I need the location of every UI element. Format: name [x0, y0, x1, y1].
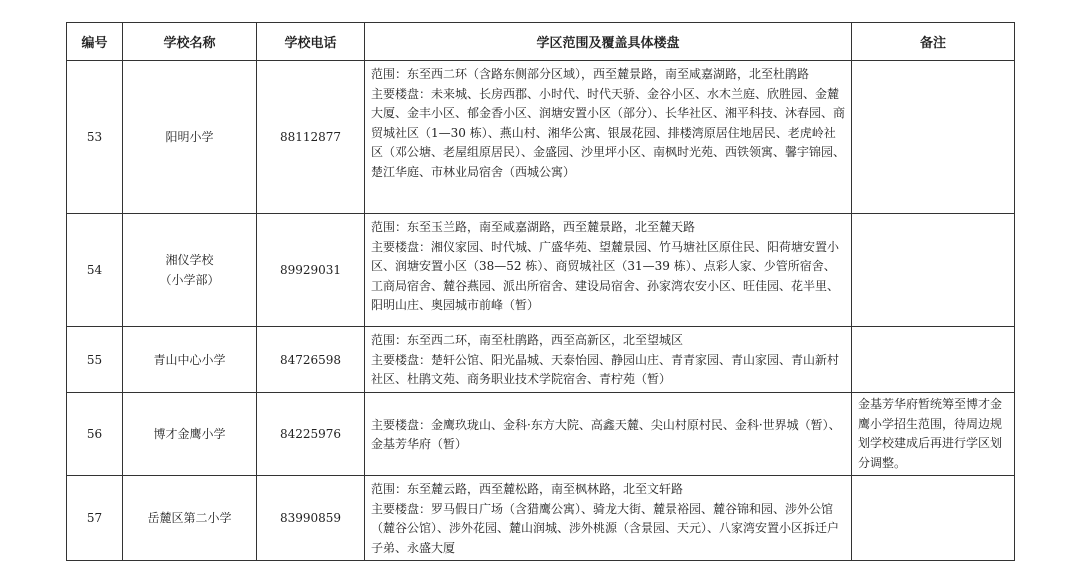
table-row	[67, 476, 1015, 561]
table-header	[67, 23, 1015, 61]
district-scope	[365, 214, 852, 327]
school-name-line: 青山中心小学	[153, 352, 226, 367]
school-phone: 88112877	[257, 61, 365, 214]
school-district-table	[66, 22, 1015, 561]
header-school-name: 学校名称	[123, 23, 257, 61]
scope-buildings: 主要楼盘：金鹰玖珑山、金科·东方大院、高鑫天麓、尖山村原村民、金科·世界城（暂）、金基芳华府（暂）	[371, 417, 841, 451]
school-phone: 89929031	[257, 214, 365, 327]
district-scope	[365, 327, 852, 393]
district-scope	[365, 476, 852, 561]
table-row	[67, 214, 1015, 327]
scope-range: 范围：东至玉兰路，南至咸嘉湖路，西至麓景路，北至麓天路	[371, 220, 696, 234]
row-note	[852, 214, 1015, 327]
row-number: 53	[67, 61, 123, 214]
district-scope	[365, 393, 852, 476]
row-note	[852, 476, 1015, 561]
scope-buildings: 主要楼盘：罗马假日广场（含猎鹰公寓）、骑龙大街、麓景裕园、麓谷锦和园、涉外公馆（麓谷公馆）、涉外花园、麓山润城、涉外桃源（含景园、天元）、八家湾安置小区拆迁户子弟、永盛大厦	[371, 501, 840, 555]
scope-buildings: 主要楼盘：楚轩公馆、阳光晶城、天泰怡园、静园山庄、青青家园、青山家园、青山新村社区、杜鹃文苑、商务职业技术学院宿舍、青柠苑（暂）	[371, 352, 840, 386]
row-note	[852, 327, 1015, 393]
table-row	[67, 61, 1015, 214]
scope-range: 范围：东至西二环（含路东侧部分区域），西至麓景路，南至咸嘉湖路，北至杜鹃路	[371, 67, 810, 81]
school-name-line: 博才金鹰小学	[153, 427, 226, 441]
scope-buildings: 主要楼盘：未来城、长房西郡、小时代、时代天骄、金谷小区、水木兰庭、欣胜园、金麓大厦、金丰小区、郁金香小区、润塘安置小区（部分）、长华社区、湘平科技、沐春园、商贸城社区（1—30 栋）、燕山村、湘华公寓、银晟花园、排楼湾原居住地居民、老虎岭社区（邓公塘、老屋组原居民）、金盛园、沙里坪小区、南枫时光苑、西铁领寓、馨宇锦园、楚江华庭、市林业局宿舍（西城公寓）	[371, 86, 846, 179]
school-name	[123, 61, 257, 214]
table-row	[67, 393, 1015, 476]
school-phone: 83990859	[257, 476, 365, 561]
header-notes: 备注	[852, 23, 1015, 61]
school-phone: 84726598	[257, 327, 365, 393]
school-name	[123, 327, 257, 393]
scope-buildings: 主要楼盘：湘仪家园、时代城、广盛华苑、望麓景园、竹马塘社区原住民、阳荷塘安置小区、润塘安置小区（38—52 栋）、商贸城社区（31—39 栋）、点彩人家、少管所宿舍、工商局宿舍、麓谷燕园、派出所宿舍、建设局宿舍、孙家湾农安小区、旺佳园、花半里、阳明山庄、奥园城市前峰（暂）	[371, 239, 840, 312]
school-name	[123, 476, 257, 561]
header-district-scope: 学区范围及覆盖具体楼盘	[365, 23, 852, 61]
school-name-line: 阳明小学	[165, 130, 214, 144]
row-note	[852, 61, 1015, 214]
school-phone: 84225976	[257, 393, 365, 476]
district-scope	[365, 61, 852, 214]
school-name	[123, 214, 257, 327]
school-name-line: （小学部）	[159, 273, 220, 287]
row-number: 55	[67, 327, 123, 393]
table-row	[67, 327, 1015, 393]
row-number: 57	[67, 476, 123, 561]
header-row	[67, 23, 1015, 61]
header-school-phone: 学校电话	[257, 23, 365, 61]
row-number: 54	[67, 214, 123, 327]
row-number: 56	[67, 393, 123, 476]
school-name-line: 岳麓区第二小学	[147, 511, 232, 525]
header-number: 编号	[67, 23, 123, 61]
school-name-line: 湘仪学校	[165, 253, 214, 267]
table-body	[67, 61, 1015, 561]
scope-range: 范围：东至西二环，南至杜鹃路，西至高新区，北至望城区	[371, 333, 684, 347]
scope-range: 范围：东至麓云路，西至麓松路，南至枫林路，北至文轩路	[371, 482, 684, 496]
school-name	[123, 393, 257, 476]
row-note: 金基芳华府暂统筹至博才金鹰小学招生范围，待周边规划学校建成后再进行学区划分调整。	[852, 393, 1015, 476]
school-district-table-container	[66, 22, 1014, 561]
